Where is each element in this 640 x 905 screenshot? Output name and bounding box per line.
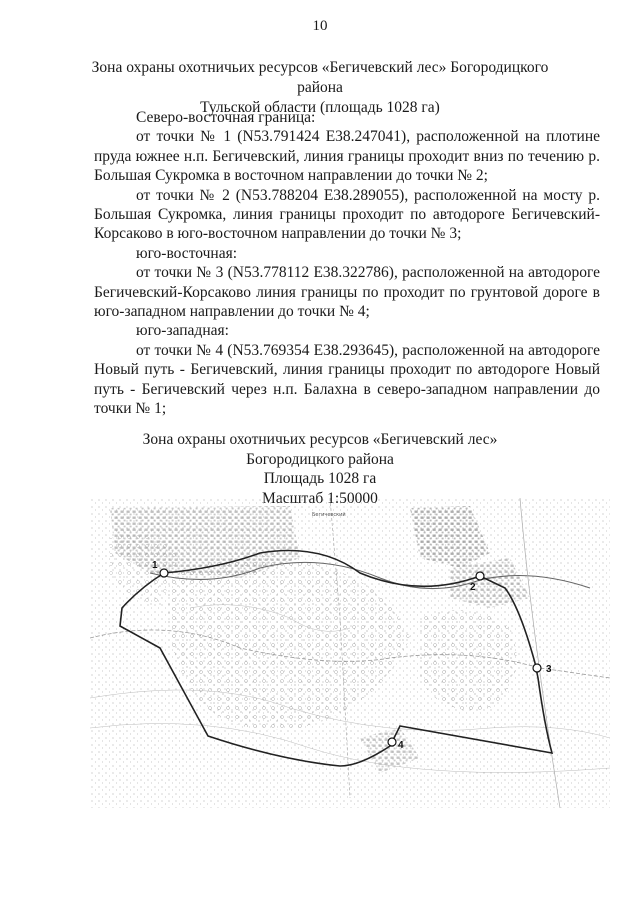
topographic-map [90,498,610,808]
map-caption-area: Площадь 1028 га [263,470,377,487]
boundary-description [94,108,600,419]
page-number: 10 [312,18,328,34]
map-caption [0,430,640,508]
title-line-2: Тульской области (площадь 1028 га) [200,99,440,116]
section-heading-south-west: юго-западная: [136,322,229,340]
map-caption-line-2: Богородицкого района [246,450,394,468]
point-label-2: 2 [470,582,476,593]
forest-area [420,610,517,710]
map-label-settlement: Бегичевский [312,512,346,518]
point-label-1: 1 [152,560,158,571]
point-label-3: 3 [546,664,552,675]
boundary-segment-4-1: от точки № 4 (N53.769354 E38.293645), расположенной на автодороге Новый путь - Бегичевский, линия границы проходит по автодороге Новый путь - Бегичевский через н.п. Балахна в северо-западном направлении до точки № 1; [94,341,600,418]
title-line-1: Зона охраны охотничьих ресурсов «Бегичевский лес» Богородицкого района [91,59,549,96]
section-heading-south-east: юго-восточная: [136,244,238,262]
boundary-segment-2-3: от точки № 2 (N53.788204 E38.289055), расположенной на мосту р. Большая Сукромка, линия границы проходит по автодороге Бегичевский-Корсаково в юго-восточном направлении до точки № 3; [94,186,600,243]
map-caption-line-1: Зона охраны охотничьих ресурсов «Бегичевский лес» [142,431,498,448]
point-label-4: 4 [398,740,404,751]
section-heading-north-east: Северо-восточная граница: [136,109,316,126]
boundary-segment-3-4: от точки № 3 (N53.778112 E38.322786), расположенной на автодороге Бегичевский-Корсаково линия границы по проходит по грунтовой дороге в юго-западном направлении до точки № 4; [94,264,600,321]
boundary-segment-1-2: от точки № 1 (N53.791424 E38.247041), расположенной на плотине пруда южнее н.п. Бегичевский, линия границы проходит вниз по течению р. Большая Сукромка в восточном направлении до точки № 2; [94,128,600,185]
map-graphic [90,498,610,808]
